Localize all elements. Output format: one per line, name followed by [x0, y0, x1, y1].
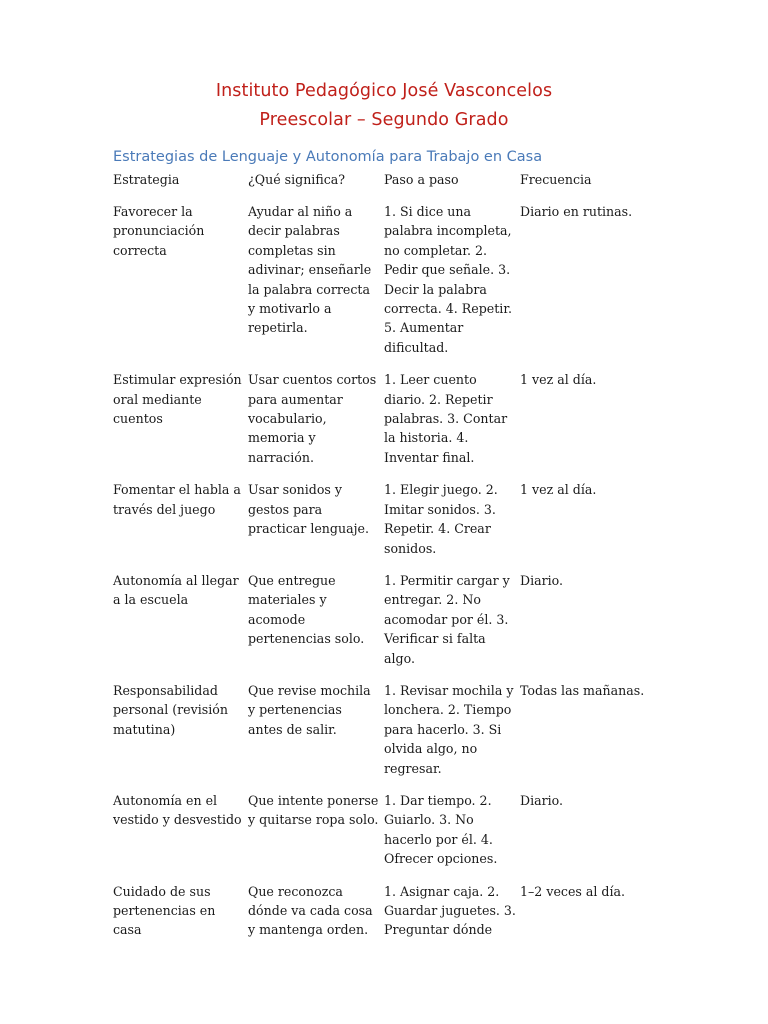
table-row [113, 791, 653, 882]
cell-significado: Usar sonidos y gestos para practicar lenguaje. [248, 482, 369, 537]
header-estrategia: Estrategia [113, 172, 180, 187]
header-significado: ¿Qué significa? [248, 172, 346, 187]
cell-significado: Ayudar al niño a decir palabras completas sin adivinar; enseñarle la palabra correcta y motivarlo a repetirla. [248, 204, 372, 336]
cell-estrategia: Favorecer la pronunciación correcta [113, 204, 205, 258]
cell-frecuencia: Diario en rutinas. [520, 204, 633, 219]
cell-frecuencia: 1–2 veces al día. [520, 883, 626, 899]
table-row [113, 480, 653, 571]
strategies-table [113, 170, 653, 953]
cell-estrategia: Cuidado de sus pertenencias en casa [113, 883, 216, 938]
cell-estrategia: Fomentar el habla a través del juego [113, 482, 241, 517]
table-row [113, 571, 653, 681]
cell-pasos: 1. Asignar caja. 2. Guardar juguetes. 3. Preguntar dónde [384, 883, 516, 938]
table-row [113, 882, 653, 953]
cell-frecuencia: 1 vez al día. [520, 482, 597, 498]
cell-pasos: 1. Elegir juego. 2. Imitar sonidos. 3. Repetir. 4. Crear sonidos. [384, 482, 498, 556]
section-heading: Estrategias de Lenguaje y Autonomía para Trabajo en Casa [113, 149, 543, 165]
cell-pasos: 1. Revisar mochila y lonchera. 2. Tiempo para hacerlo. 3. Si olvida algo, no regresar. [384, 682, 514, 776]
table-row [113, 202, 653, 370]
cell-significado: Que intente ponerse y quitarse ropa solo. [248, 792, 379, 828]
cell-estrategia: Autonomía en el vestido y desvestido [113, 792, 242, 828]
cell-pasos: 1. Dar tiempo. 2. Guiarlo. 3. No hacerlo por él. 4. Ofrecer opciones. [384, 792, 498, 867]
cell-significado: Que entregue materiales y acomode pertenencias solo. [248, 572, 365, 647]
document-subtitle: Preescolar – Segundo Grado [259, 110, 509, 130]
cell-pasos: 1. Si dice una palabra incompleta, no completar. 2. Pedir que señale. 3. Decir la palabra correcta. 4. Repetir. 5. Aumentar dificultad. [384, 204, 512, 355]
cell-estrategia: Responsabilidad personal (revisión matutina) [113, 682, 228, 737]
cell-frecuencia: Todas las mañanas. [520, 682, 645, 698]
header-pasos: Paso a paso [384, 172, 459, 187]
cell-pasos: 1. Leer cuento diario. 2. Repetir palabras. 3. Contar la historia. 4. Inventar final. [384, 372, 508, 465]
table-header-row [113, 170, 653, 202]
cell-pasos: 1. Permitir cargar y entregar. 2. No acomodar por él. 3. Verificar si falta algo. [384, 572, 510, 666]
header-frecuencia: Frecuencia [520, 172, 592, 187]
cell-frecuencia: Diario. [520, 572, 564, 588]
cell-frecuencia: Diario. [520, 792, 564, 808]
table-row [113, 681, 653, 791]
cell-estrategia: Estimular expresión oral mediante cuentos [113, 372, 242, 427]
table-row [113, 370, 653, 480]
cell-significado: Que revise mochila y pertenencias antes de salir. [248, 682, 371, 737]
cell-significado: Que reconozca dónde va cada cosa y mantenga orden. [248, 883, 373, 938]
cell-frecuencia: 1 vez al día. [520, 372, 597, 388]
cell-estrategia: Autonomía al llegar a la escuela [113, 572, 239, 608]
document-title: Instituto Pedagógico José Vasconcelos [215, 81, 553, 101]
cell-significado: Usar cuentos cortos para aumentar vocabulario, memoria y narración. [248, 372, 377, 465]
